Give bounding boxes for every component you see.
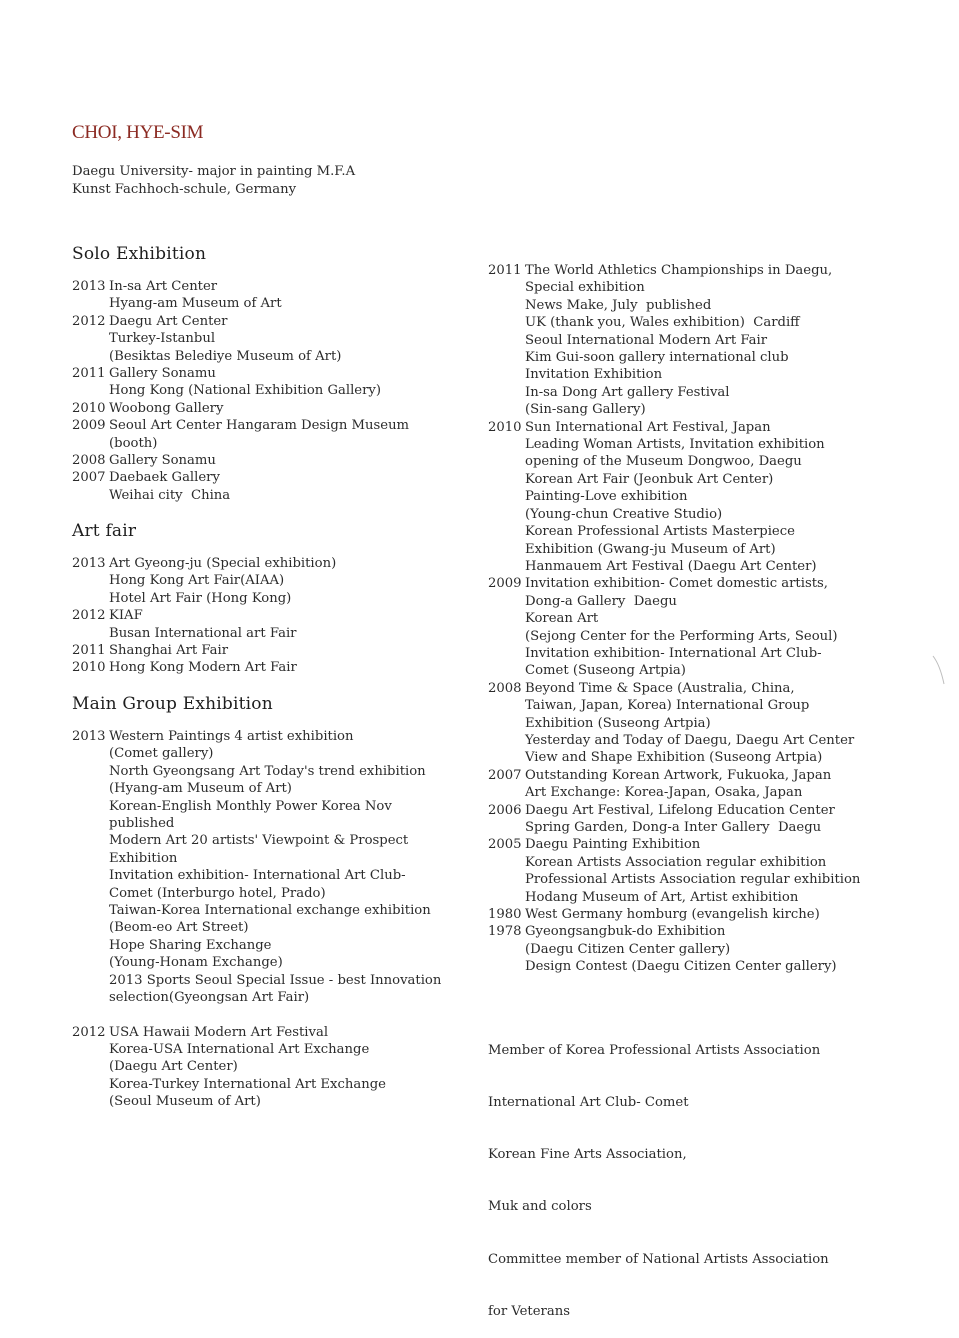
exhibition-entry — [488, 923, 860, 975]
entry-line: Korean Art Fair (Jeonbuk Art Center) — [525, 471, 774, 487]
entry-year: 2013 — [72, 556, 106, 571]
entry-line: West Germany homburg (evangelish kirche) — [525, 907, 820, 923]
entry-line: In-sa Dong Art gallery Festival — [525, 384, 730, 400]
exhibition-entry — [72, 365, 409, 400]
entry-line: Leading Woman Artists, Invitation exhibition — [525, 437, 825, 453]
entry-line: Korean Art — [525, 611, 599, 627]
membership-line: Muk and colors — [488, 1199, 592, 1215]
entry-line: Hyang-am Museum of Art — [109, 296, 282, 312]
exhibition-entry — [488, 802, 860, 837]
entry-line: Yesterday and Today of Daegu, Daegu Art Center — [525, 732, 855, 748]
memberships — [488, 1007, 829, 1338]
exhibition-entry — [488, 680, 860, 767]
artist-name: CHOI, HYE-SIM — [72, 122, 204, 143]
entry-line: Woobong Gallery — [109, 400, 224, 416]
entry-line: Korean Professional Artists Masterpiece — [525, 524, 795, 540]
entry-year: 2013 — [72, 279, 106, 294]
scan-mark — [932, 655, 946, 685]
entry-line: Exhibition — [109, 850, 178, 866]
entry-line: (Seoul Museum of Art) — [109, 1094, 261, 1110]
entry-line: Invitation exhibition- International Art Club- — [525, 645, 822, 661]
entry-line: (Sejong Center for the Performing Arts, Seoul) — [525, 628, 838, 644]
exhibition-entry — [488, 575, 860, 679]
entry-year: 2009 — [72, 418, 106, 434]
exhibition-entry — [488, 419, 860, 576]
entry-line: (Daegu Citizen Center gallery) — [525, 941, 731, 957]
entry-line: Taiwan-Korea International exchange exhibition — [109, 903, 431, 919]
entry-line: Exhibition (Gwang-ju Museum of Art) — [525, 541, 776, 557]
art-fair-list — [72, 555, 336, 677]
entry-line: Painting-Love exhibition — [525, 489, 688, 505]
solo-exhibition-list — [72, 278, 409, 504]
exhibition-entry — [488, 836, 860, 906]
entry-line: UK (thank you, Wales exhibition) Cardiff — [525, 315, 800, 331]
entry-line: Exhibition (Suseong Artpia) — [525, 715, 711, 731]
entry-line: KIAF — [109, 608, 143, 624]
entry-line: Sun International Art Festival, Japan — [525, 419, 771, 435]
entry-line: (Hyang-am Museum of Art) — [109, 781, 292, 797]
exhibition-entry — [72, 555, 336, 607]
entry-year: 1978 — [488, 924, 522, 940]
group-exhibition-list-continued — [488, 262, 860, 976]
entry-line: Hong Kong (National Exhibition Gallery) — [109, 383, 382, 399]
entry-line: Korean Artists Association regular exhibition — [525, 854, 827, 870]
entry-year: 2007 — [72, 470, 106, 486]
exhibition-entry — [488, 262, 860, 419]
entry-line: Weihai city China — [109, 487, 231, 503]
exhibition-entry — [72, 728, 441, 1007]
entry-year: 2012 — [72, 1024, 106, 1040]
entry-year: 2005 — [488, 837, 522, 853]
exhibition-entry — [488, 767, 860, 802]
entry-line: North Gyeongsang Art Today's trend exhibition — [109, 763, 426, 779]
entry-year: 2013 — [72, 729, 106, 744]
art-fair-heading: Art fair — [72, 521, 137, 541]
entry-line: Daegu Art Center — [109, 313, 228, 329]
entry-line: Daegu Painting Exhibition — [525, 837, 701, 853]
group-exhibition-heading: Main Group Exhibition — [72, 694, 273, 714]
entry-line: Gyeongsangbuk-do Exhibition — [525, 924, 726, 940]
entry-year: 2011 — [72, 366, 106, 382]
entry-year: 2010 — [488, 419, 522, 435]
entry-line: (booth) — [109, 435, 158, 451]
entry-line: (Sin-sang Gallery) — [525, 402, 646, 418]
entry-line: Seoul Art Center Hangaram Design Museum — [109, 418, 410, 434]
entry-line: selection(Gyeongsan Art Fair) — [109, 990, 310, 1006]
entry-line: (Comet gallery) — [109, 746, 214, 762]
exhibition-entry — [72, 642, 336, 659]
entry-year: 2010 — [72, 400, 106, 416]
entry-line: Art Gyeong-ju (Special exhibition) — [109, 556, 337, 571]
exhibition-entry — [72, 278, 409, 313]
exhibition-entry — [72, 417, 409, 452]
education-line: Daegu University- major in painting M.F.A — [72, 164, 356, 179]
entry-line: Hodang Museum of Art, Artist exhibition — [525, 889, 799, 905]
entry-line: Beyond Time & Space (Australia, China, — [525, 680, 795, 696]
exhibition-entry — [72, 659, 336, 676]
entry-line: opening of the Museum Dongwoo, Daegu — [525, 454, 802, 470]
entry-line: Korea-Turkey International Art Exchange — [109, 1076, 386, 1092]
exhibition-entry — [72, 400, 409, 417]
entry-line: Hong Kong Art Fair(AIAA) — [109, 573, 285, 589]
entry-line: Dong-a Gallery Daegu — [525, 593, 677, 609]
entry-line: Seoul International Modern Art Fair — [525, 332, 768, 348]
entry-line: Professional Artists Association regular exhibition — [525, 872, 861, 888]
education-line: Kunst Fachhoch-schule, Germany — [72, 181, 297, 197]
entry-line: Hope Sharing Exchange — [109, 937, 272, 953]
entry-line: Invitation exhibition- Comet domestic artists, — [525, 576, 828, 592]
exhibition-entry — [72, 313, 409, 365]
entry-line: (Besiktas Belediye Museum of Art) — [109, 348, 342, 364]
entry-line: Western Paintings 4 artist exhibition — [109, 729, 354, 744]
exhibition-entry — [72, 452, 409, 469]
entry-line: (Daegu Art Center) — [109, 1059, 238, 1075]
entry-line: Turkey-Istanbul — [109, 331, 216, 347]
entry-line: Kim Gui-soon gallery international club — [525, 350, 789, 366]
entry-line: Invitation Exhibition — [525, 367, 663, 383]
membership-line: Korean Fine Arts Association, — [488, 1147, 687, 1163]
entry-line: Comet (Suseong Artpia) — [525, 663, 686, 679]
entry-line: Korea-USA International Art Exchange — [109, 1041, 370, 1057]
exhibition-entry — [488, 906, 860, 923]
entry-line: Design Contest (Daegu Citizen Center gallery) — [525, 959, 837, 975]
entry-line: In-sa Art Center — [109, 279, 218, 294]
entry-line: (Young-chun Creative Studio) — [525, 506, 723, 522]
exhibition-entry — [72, 607, 336, 642]
entry-line: Gallery Sonamu — [109, 366, 216, 382]
entry-line: Taiwan, Japan, Korea) International Group — [525, 698, 810, 714]
entry-line: Busan International art Fair — [109, 625, 297, 641]
entry-year: 2009 — [488, 576, 522, 592]
entry-line: published — [109, 816, 175, 832]
entry-year: 2006 — [488, 802, 522, 818]
membership-line: International Art Club- Comet — [488, 1095, 689, 1111]
entry-line: Hong Kong Modern Art Fair — [109, 660, 297, 676]
entry-line: Invitation exhibition- International Art Club- — [109, 868, 406, 884]
entry-line: Shanghai Art Fair — [109, 643, 229, 659]
entry-line: View and Shape Exhibition (Suseong Artpia) — [525, 750, 823, 766]
entry-line: 2013 Sports Seoul Special Issue - best Innovation — [109, 972, 442, 988]
entry-line: (Young-Honam Exchange) — [109, 955, 283, 971]
entry-line: Hanmauem Art Festival (Daegu Art Center) — [525, 558, 817, 574]
exhibition-entry — [72, 1024, 441, 1111]
entry-year: 1980 — [488, 907, 522, 923]
entry-line: The World Athletics Championships in Daegu, — [525, 263, 833, 278]
solo-exhibition-heading: Solo Exhibition — [72, 244, 207, 264]
entry-line: Gallery Sonamu — [109, 453, 216, 469]
entry-line: Special exhibition — [525, 280, 645, 296]
entry-line: Hotel Art Fair (Hong Kong) — [109, 590, 292, 606]
entry-line: Daegu Art Festival, Lifelong Education Center — [525, 802, 835, 818]
exhibition-entry — [72, 469, 409, 504]
entry-year: 2008 — [72, 453, 106, 469]
membership-line: Committee member of National Artists Association — [488, 1251, 829, 1267]
entry-line: Outstanding Korean Artwork, Fukuoka, Japan — [525, 767, 832, 783]
membership-line: for Veterans — [488, 1303, 570, 1319]
entry-year: 2007 — [488, 767, 522, 783]
entry-year: 2010 — [72, 660, 106, 676]
group-exhibition-list — [72, 728, 441, 1111]
entry-year: 2012 — [72, 608, 106, 624]
entry-year: 2011 — [488, 263, 522, 278]
education — [72, 163, 355, 198]
entry-year: 2012 — [72, 313, 106, 329]
entry-line: Art Exchange: Korea-Japan, Osaka, Japan — [525, 785, 803, 801]
entry-line: News Make, July published — [525, 297, 712, 313]
entry-line: Modern Art 20 artists' Viewpoint & Prospect — [109, 833, 409, 849]
entry-year: 2008 — [488, 680, 522, 696]
entry-line: USA Hawaii Modern Art Festival — [109, 1024, 329, 1040]
membership-line: Member of Korea Professional Artists Association — [488, 1042, 821, 1058]
entry-line: (Beom-eo Art Street) — [109, 920, 249, 936]
entry-line: Comet (Interburgo hotel, Prado) — [109, 885, 326, 901]
entry-line: Spring Garden, Dong-a Inter Gallery Daegu — [525, 820, 822, 835]
entry-year: 2011 — [72, 643, 106, 659]
entry-line: Daebaek Gallery — [109, 470, 220, 486]
entry-line: Korean-English Monthly Power Korea Nov — [109, 798, 392, 814]
